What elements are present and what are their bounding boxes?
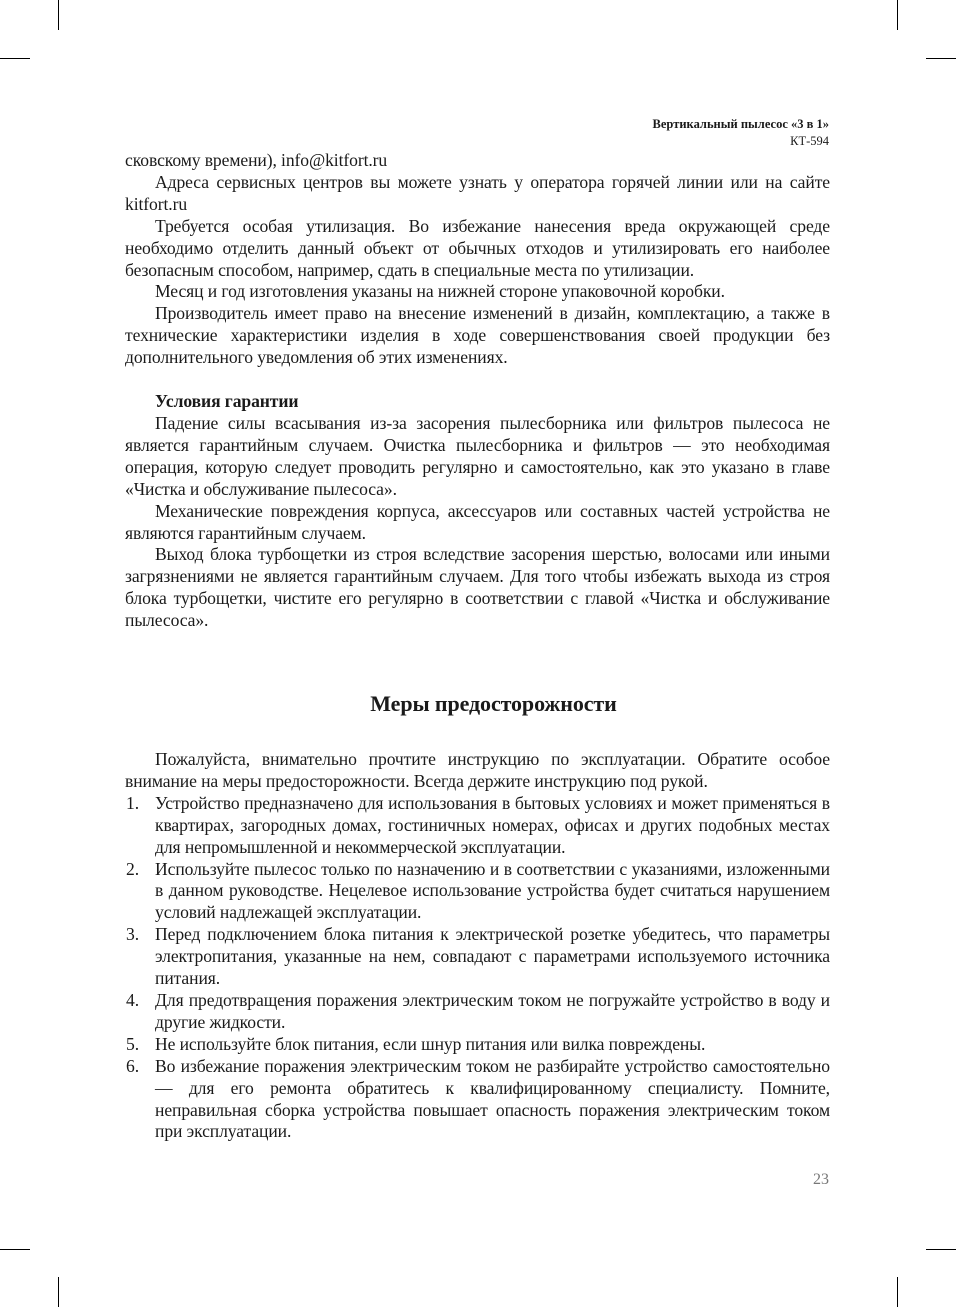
list-item-number: 2. (126, 858, 139, 879)
list-item-text: Не используйте блок питания, если шнур питания или вилка повреждены. (155, 1033, 706, 1054)
list-item-number: 1. (126, 792, 139, 813)
list-item (125, 1056, 830, 1144)
crop-mark-bottom-right-horizontal (926, 1249, 956, 1250)
warranty-heading: Условия гарантии (155, 391, 299, 412)
paragraph-precautions-intro: Пожалуйста, внимательно прочтите инструкцию по эксплуатации. Обратите особое внимание на меры предосторожности. Всегда держите инструкцию под рукой. (125, 749, 830, 791)
paragraph-service-centers: Адреса сервисных центров вы можете узнать у оператора горячей линии или на сайте kitfort.ru (125, 171, 830, 214)
list-item-number: 5. (126, 1033, 139, 1054)
list-item (125, 1034, 830, 1056)
running-header (653, 116, 829, 150)
paragraph-disposal: Требуется особая утилизация. Во избежание нанесения вреда окружающей среде необходимо отделить данный объект от обычных отходов и утилизировать его наиболее безопасным способом, например, сдать в специальные места по утилизации. (125, 215, 830, 280)
section-title-precautions: Меры предосторожности (370, 691, 617, 717)
paragraph-manufacturer-rights: Производитель имеет право на внесение изменений в дизайн, комплектацию, а также в технические характеристики изделия в ходе совершенствования своей продукции без дополнительного уведомления об этих изменениях. (125, 303, 830, 368)
list-item (125, 924, 830, 990)
product-title: Вертикальный пылесос «3 в 1» (652, 117, 829, 131)
page-content (125, 150, 830, 1143)
crop-mark-bottom-left-vertical (58, 1277, 59, 1307)
crop-mark-top-right-vertical (897, 0, 898, 30)
list-item (125, 990, 830, 1034)
list-item-number: 4. (126, 990, 139, 1010)
crop-mark-top-right-horizontal (926, 58, 956, 59)
paragraph-contacts-continuation: сковскому времени), info@kitfort.ru (125, 150, 388, 170)
list-item (125, 793, 830, 859)
paragraph-warranty-damage: Механические повреждения корпуса, аксессуаров или составных частей устройства не являются гарантийным случаем. (125, 500, 830, 543)
list-item (125, 859, 830, 925)
product-model: КТ-594 (790, 134, 829, 148)
crop-mark-top-left-vertical (58, 0, 59, 30)
list-item-text: Во избежание поражения электрическим током не разбирайте устройство самостоятельно — для его ремонта обратитесь к квалифицированному специалисту. Помните, неправильная сборка устройства повышает опасность поражения электрическим током при эксплуатации. (155, 1055, 830, 1142)
list-item-text: Устройство предназначено для использования в бытовых условиях и может применяться в квартирах, загородных домах, гостиничных номерах, офисах и других подобных местах для непромышленной и некоммерческой эксплуатации. (155, 792, 830, 857)
list-item-text: Перед подключением блока питания к электрической розетке убедитесь, что параметры электропитания, указанные на нем, совпадают с параметрами используемого источника питания. (155, 924, 830, 989)
crop-mark-top-left-horizontal (0, 58, 30, 59)
page-number: 23 (813, 1171, 829, 1188)
list-item-number: 6. (126, 1055, 139, 1076)
paragraph-manufacture-date: Месяц и год изготовления указаны на нижней стороне упаковочной коробки. (155, 281, 725, 302)
crop-mark-bottom-left-horizontal (0, 1249, 30, 1250)
list-item-text: Используйте пылесос только по назначению и в соответствии с указаниями, изложенными в данном руководстве. Нецелевое использование устройства будет считаться нарушением условий надлежащей эксплуатации. (155, 858, 830, 923)
paragraph-warranty-turbobrush: Выход блока турбощетки из строя вследствие засорения шерстью, волосами или иными загрязнениями не является гарантийным случаем. Для того чтобы избежать выхода из строя блока турбощетки, чистите его регулярно в соответствии с главой «Чистка и обслуживание пылесоса». (125, 544, 830, 631)
list-item-number: 3. (126, 924, 139, 945)
crop-mark-bottom-right-vertical (897, 1277, 898, 1307)
list-item-text: Для предотвращения поражения электрическим током не погружайте устройство в воду и другие жидкости. (155, 990, 830, 1032)
paragraph-warranty-suction: Падение силы всасывания из-за засорения пылесборника или фильтров пылесоса не является гарантийным случаем. Очистка пылесборника и фильтров — это необходимая операция, которую следует проводить регулярно и самостоятельно, как это указано в главе «Чистка и обслуживание пылесоса». (125, 412, 830, 499)
precautions-list (125, 793, 830, 1144)
